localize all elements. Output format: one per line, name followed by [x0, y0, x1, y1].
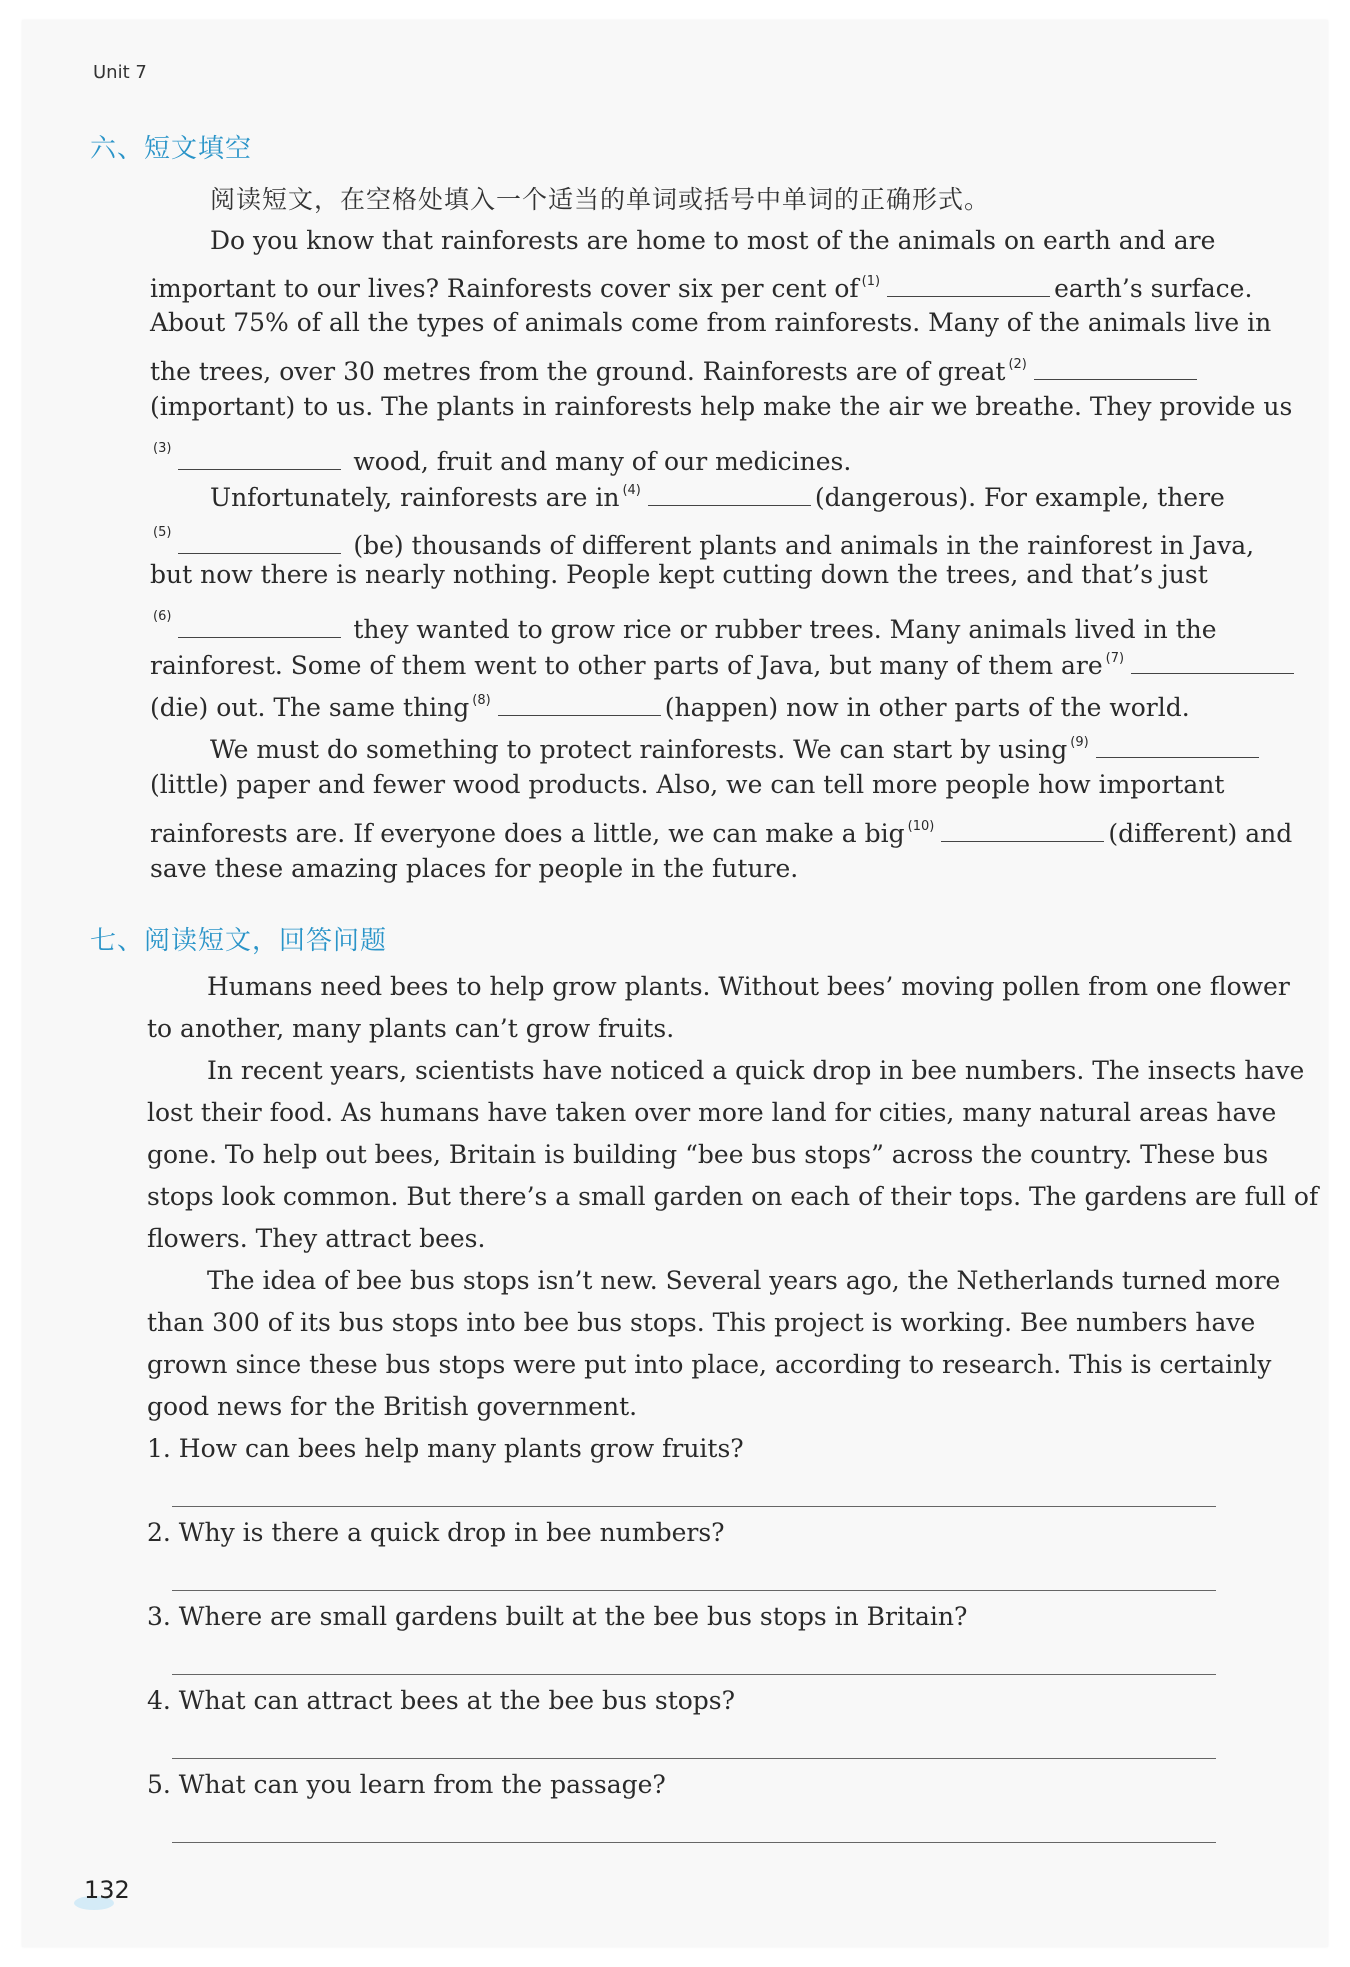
passage-line: (little) paper and fewer wood products. Also, we can tell more people how important	[150, 770, 1225, 799]
answer-5-line[interactable]	[172, 1842, 1216, 1843]
passage-text: the trees, over 30 metres from the ground. Rainforests are of great	[150, 357, 1006, 386]
answer-1-line[interactable]	[172, 1506, 1216, 1507]
blank-3-field[interactable]	[178, 445, 341, 470]
passage-text: (happen) now in other parts of the world.	[664, 693, 1190, 722]
passage-line: Humans need bees to help grow plants. Without bees’ moving pollen from one flower	[207, 972, 1290, 1001]
passage-text: important to our lives? Rainforests cover six per cent of	[150, 274, 859, 303]
answer-4-line[interactable]	[172, 1758, 1216, 1759]
question-4: 4. What can attract bees at the bee bus stops?	[147, 1686, 736, 1715]
blank-5-field[interactable]	[178, 529, 341, 554]
passage-line: than 300 of its bus stops into bee bus stops. This project is working. Bee numbers have	[147, 1308, 1256, 1337]
passage-line: lost their food. As humans have taken over more land for cities, many natural areas have	[147, 1098, 1277, 1127]
page-number: 132	[84, 1876, 130, 1904]
blank-number: (9)	[1070, 735, 1089, 750]
passage-line: but now there is nearly nothing. People kept cutting down the trees, and that’s just	[150, 560, 1208, 589]
blank-number: (10)	[907, 819, 935, 834]
passage-line: (important) to us. The plants in rainforests help make the air we breathe. They provide us	[150, 392, 1293, 421]
blank-4-field[interactable]	[648, 481, 811, 506]
passage-line	[210, 476, 1225, 513]
passage-text: (dangerous). For example, there	[814, 483, 1225, 512]
passage-line: good news for the British government.	[147, 1392, 638, 1421]
question-3: 3. Where are small gardens built at the bee bus stops in Britain?	[147, 1602, 968, 1631]
question-1: 1. How can bees help many plants grow fruits?	[147, 1434, 744, 1463]
unit-label: Unit 7	[93, 62, 147, 83]
blank-number: (2)	[1008, 357, 1027, 372]
blank-number: (5)	[153, 525, 172, 540]
passage-text: We must do something to protect rainforests. We can start by using	[210, 735, 1068, 764]
passage-line	[150, 518, 1254, 561]
blank-number: (4)	[622, 483, 641, 498]
passage-line: In recent years, scientists have noticed a quick drop in bee numbers. The insects have	[207, 1056, 1305, 1085]
section-6-instruction: 阅读短文，在空格处填入一个适当的单词或括号中单词的正确形式。	[210, 185, 991, 214]
passage-line: flowers. They attract bees.	[147, 1224, 486, 1253]
question-5: 5. What can you learn from the passage?	[147, 1770, 666, 1799]
blank-6-field[interactable]	[178, 613, 341, 638]
blank-9-field[interactable]	[1096, 733, 1259, 758]
passage-text: (different) and	[1108, 819, 1293, 848]
passage-text: (die) out. The same thing	[150, 693, 470, 722]
passage-line	[150, 602, 1217, 645]
passage-text: Unfortunately, rainforests are in	[210, 483, 620, 512]
blank-8-field[interactable]	[498, 691, 661, 716]
question-2: 2. Why is there a quick drop in bee numbers?	[147, 1518, 725, 1547]
passage-line	[150, 434, 851, 477]
blank-7-field[interactable]	[1131, 649, 1294, 674]
passage-line: stops look common. But there’s a small garden on each of their tops. The gardens are full of	[147, 1182, 1319, 1211]
passage-text: they wanted to grow rice or rubber trees. Many animals lived in the	[353, 615, 1217, 644]
section-7-title: 七、阅读短文，回答问题	[90, 926, 388, 956]
passage-text: rainforest. Some of them went to other parts of Java, but many of them are	[150, 651, 1103, 680]
passage-line	[150, 267, 1252, 304]
blank-number: (7)	[1105, 651, 1125, 666]
passage-line	[150, 686, 1190, 723]
passage-line	[150, 350, 1201, 387]
passage-line: About 75% of all the types of animals come from rainforests. Many of the animals live in	[150, 308, 1272, 337]
answer-2-line[interactable]	[172, 1590, 1216, 1591]
passage-text: earth’s surface.	[1054, 274, 1253, 303]
passage-line: save these amazing places for people in the future.	[150, 854, 799, 883]
blank-1-field[interactable]	[887, 272, 1050, 297]
passage-line: grown since these bus stops were put into place, according to research. This is certainly	[147, 1350, 1272, 1379]
blank-10-field[interactable]	[941, 817, 1104, 842]
passage-line: gone. To help out bees, Britain is building “bee bus stops” across the country. These bus	[147, 1140, 1269, 1169]
passage-line	[210, 728, 1263, 765]
blank-number: (8)	[472, 693, 491, 708]
passage-text: rainforests are. If everyone does a little, we can make a big	[150, 819, 905, 848]
section-6-title: 六、短文填空	[90, 134, 253, 164]
blank-number: (6)	[153, 609, 172, 624]
passage-line	[150, 644, 1298, 681]
passage-text: (be) thousands of different plants and animals in the rainforest in Java,	[353, 531, 1255, 560]
blank-number: (3)	[153, 441, 172, 456]
passage-line: The idea of bee bus stops isn’t new. Several years ago, the Netherlands turned more	[207, 1266, 1281, 1295]
passage-line: to another, many plants can’t grow fruits.	[147, 1014, 675, 1043]
answer-3-line[interactable]	[172, 1674, 1216, 1675]
passage-text: wood, fruit and many of our medicines.	[353, 447, 852, 476]
blank-2-field[interactable]	[1034, 355, 1197, 380]
passage-line: Do you know that rainforests are home to most of the animals on earth and are	[210, 226, 1216, 255]
passage-line	[150, 812, 1292, 849]
blank-number: (1)	[861, 274, 881, 289]
